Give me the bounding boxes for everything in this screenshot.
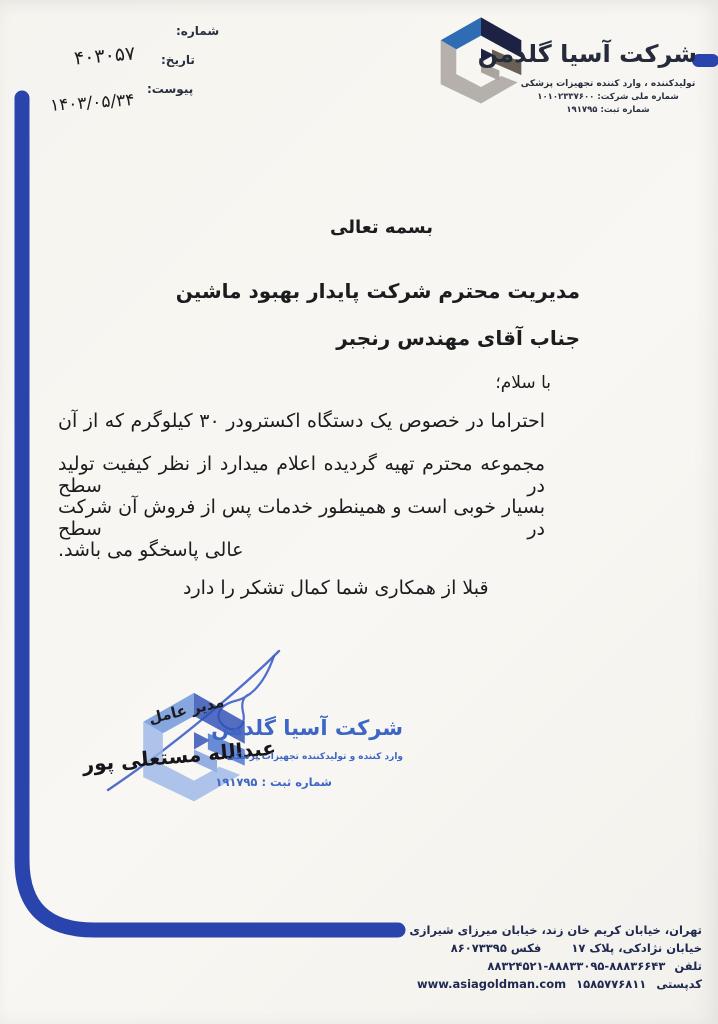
recipient-line-1: مدیریت محترم شرکت پایدار بهبود ماشین bbox=[175, 279, 580, 303]
stamp-company-name: شرکت آسیا گلدمن bbox=[211, 716, 403, 740]
footer-postal-code: ۱۵۸۵۷۷۶۸۱۱ bbox=[576, 977, 647, 991]
footer-street-text: خیابان نژادکی، پلاک ۱۷ bbox=[571, 941, 702, 955]
body-line-4: عالی پاسخگو می باشد. bbox=[58, 539, 244, 561]
letterhead-company-name: شرکت آسیا گلدمن bbox=[477, 40, 697, 68]
footer-phone-numbers: ۸۸۳۲۴۵۲۱-۸۸۸۳۳۰۹۵-۸۸۸۳۶۶۴۳ bbox=[487, 959, 666, 973]
body-closing-line: قبلا از همکاری شما کمال تشکر را دارد bbox=[183, 577, 489, 599]
footer-address-text: تهران، خیابان کریم خان زند، خیابان میرزای شیرازی bbox=[409, 923, 702, 937]
body-line-1: احتراما در خصوص یک دستگاه اکسترودر ۳۰ کیلوگرم که از آن bbox=[58, 410, 545, 432]
footer-website-url: www.asiagoldman.com bbox=[416, 977, 567, 991]
ref-date-handwritten-value: ۱۴۰۳/۰۵/۳۴ bbox=[49, 90, 136, 116]
letterhead-tagline: تولیدکننده ، وارد کننده تجهیزات پزشکی bbox=[520, 79, 696, 89]
footer-postal-label: کدپستی bbox=[656, 977, 702, 991]
signatory-name: عبدالله مستعلی پور bbox=[81, 735, 277, 777]
footer-contact-block bbox=[409, 921, 702, 993]
footer-phone-line bbox=[409, 957, 702, 975]
signatory-title: مدیر عامل bbox=[146, 692, 226, 728]
footer-postal-line bbox=[409, 975, 702, 993]
letterhead-national-id: شماره ملی شرکت: ۱۰۱۰۲۳۳۷۶۰۰ bbox=[537, 92, 679, 102]
footer-fax-label: فکس bbox=[510, 941, 542, 955]
basmala-heading: بسمه تعالی bbox=[330, 217, 433, 238]
footer-fax-number: ۸۶۰۷۳۳۹۵ bbox=[450, 941, 507, 955]
letterhead-registration: شماره ثبت: ۱۹۱۷۹۵ bbox=[566, 105, 650, 115]
footer-address-line-2 bbox=[409, 939, 702, 957]
salutation-line: با سلام؛ bbox=[495, 373, 551, 393]
body-line-3: بسیار خوبی است و همینطور خدمات پس از فروش آن شرکت در سطح bbox=[58, 496, 545, 540]
footer-phone-label: تلفن bbox=[674, 959, 702, 973]
footer-fax bbox=[451, 939, 542, 957]
footer-address-line-1 bbox=[409, 921, 702, 939]
ref-date-label: تاریخ: bbox=[161, 53, 195, 67]
ref-attachment-label: پیوست: bbox=[147, 82, 194, 96]
stamp-registration-number: شماره ثبت : ۱۹۱۷۹۵ bbox=[215, 775, 332, 789]
ref-number-label: شماره: bbox=[176, 24, 220, 38]
stamp-subtitle: وارد کننده و تولیدکننده تجهیزات پزشکی bbox=[226, 752, 403, 762]
body-line-2: مجموعه محترم تهیه گردیده اعلام میدارد از نظر کیفیت تولید در سطح bbox=[58, 453, 545, 497]
ref-number-handwritten-value: ۴۰۳۰۵۷ bbox=[73, 42, 137, 70]
recipient-line-2: جناب آقای مهندس رنجبر bbox=[336, 326, 580, 350]
